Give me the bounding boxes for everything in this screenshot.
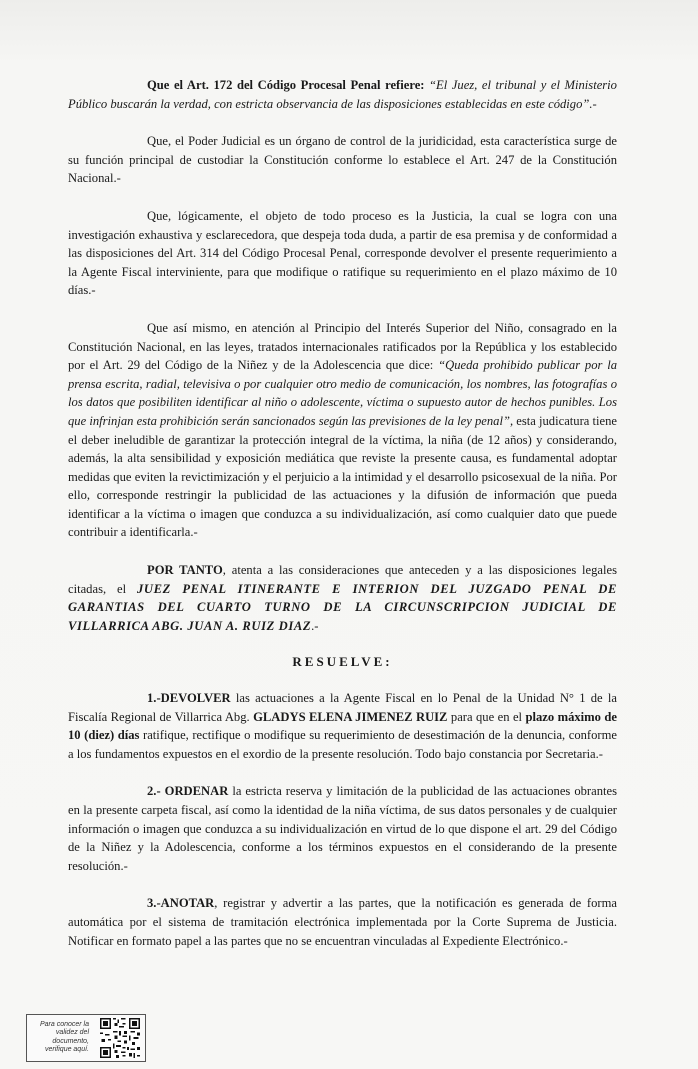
- resolution-item-2: 2.- ORDENAR la estricta reserva y limitación de la publicidad de las actuaciones obrantes en la presente carpeta fiscal, así como la identidad de la niña víctima, de sus datos personales y de cualquier información o imagen que conduzca a su individualización en virtud de lo que dispone el art. 29 del Código de la Niñez y la Adolescencia, conforme a los términos expuestos en el considerando de la presente resolución.-: [68, 784, 617, 873]
- paragraph-por-tanto: POR TANTO, atenta a las consideraciones que anteceden y a las disposiciones legales citadas, el JUEZ PENAL ITINERANTE E INTERION DEL JUZGADO PENAL DE GARANTIAS DEL CUARTO TURNO DE LA CIRCUNSCRIPCION JUDICIAL DE VILLARRICA ABG. JUAN A. RUIZ DIAZ.-: [68, 563, 617, 633]
- verification-box[interactable]: [26, 1014, 146, 1062]
- quote-art-172: “El Juez, el tribunal y el Ministerio Público buscarán la verdad, con estricta observancia de las disposiciones establecidas en este código”.: [68, 78, 617, 111]
- resolution-item-3: 3.-ANOTAR, registrar y advertir a las partes, que la notificación es generada de forma automática por el sistema de tramitación electrónica implementada por la Corte Suprema de Justicia. Notificar en formato papel a las partes que no se encuentran vinculadas al Expediente Electrónico.-: [68, 896, 617, 948]
- judge-name: JUEZ PENAL ITINERANTE E INTERION DEL JUZGADO PENAL DE GARANTIAS DEL CUARTO TURNO DE LA CIRCUNSCRIPCION JUDICIAL DE VILLARRICA ABG. JUAN A. RUIZ DIAZ: [68, 581, 617, 633]
- resolution-item-1: 1.-DEVOLVER las actuaciones a la Agente Fiscal en lo Penal de la Unidad N° 1 de la Fiscalía Regional de Villarrica Abg. GLADYS ELENA JIMENEZ RUIZ para que en el plazo máximo de 10 (diez) días ratifique, rectifique o modifique su requerimiento de desestimación de la denuncia, conforme a los fundamentos expuestos en el exordio de la presente resolución. Todo bajo constancia por Secretaria.-: [68, 691, 617, 761]
- prosecutor-name: GLADYS ELENA JIMENEZ RUIZ: [253, 709, 448, 724]
- resolves-heading: RESUELVE:: [292, 654, 393, 670]
- verification-text: Para conocer la validez del documento, verifique aquí.: [39, 1021, 89, 1054]
- paragraph-lead: Que el Art. 172 del Código Procesal Penal refiere:: [147, 78, 425, 92]
- paragraph-justicia: Que, lógicamente, el objeto de todo proceso es la Justicia, la cual se logra con una investigación exhaustiva y esclarecedora, que despeja toda duda, a partir de esa premisa y de conformidad a las disposiciones del Art. 314 del Código Procesal Penal, corresponde devolver el presente requerimiento a la Agente Fiscal interviniente, para que modifique o ratifique su requerimiento en el plazo máximo de 10 días.-: [68, 208, 617, 298]
- paragraph-poder-judicial: Que, el Poder Judicial es un órgano de control de la juridicidad, esta característica surge de su función principal de custodiar la Constitución conforme lo establece el Art. 247 de la Constitución Nacional.-: [68, 134, 617, 186]
- paragraph-interes-superior: Que así mismo, en atención al Principio del Interés Superior del Niño, consagrado en la Constitución Nacional, en las leyes, tratados internacionales ratificados por la República y los establecido por el Art. 29 del Código de la Niñez y de la Adolescencia que dice: “Queda prohibido publicar por la prensa escrita, radial, televisiva o por cualquier otro medio de comunicación, los nombres, las fotografías o los datos que posibiliten identificar al niño o adolescente, víctima o supuesto autor de hechos punibles. Los que infrinjan esta prohibición serán sancionados según las previsiones de la ley penal”, esta judicatura tiene el deber ineludible de garantizar la protección integral de la víctima, la niña (de 12 años) y considerando, además, la alta sensibilidad y exposición mediática que reviste la presente causa, es fundamental adoptar medidas que eviten la revictimización y el perjuicio a la intimidad y el desarrollo psicosexual de la niña. Por ello, corresponde restringir la publicidad de las actuaciones y la difusión de información que pueda identificar a la víctima o imagen que conduzca a su individualización, así como cualquier dato que puede contribuir a identificarla.-: [68, 320, 617, 540]
- paragraph-art-172: Que el Art. 172 del Código Procesal Penal refiere: “El Juez, el tribunal y el Ministerio Público buscarán la verdad, con estricta observancia de las disposiciones establecidas en este código”.-: [68, 78, 617, 111]
- qr-code-icon[interactable]: [100, 1018, 140, 1058]
- quote-art-29: “Queda prohibido publicar por la prensa escrita, radial, televisiva o por cualquier otro medio de comunicación, los nombres, las fotografías o los datos que posibiliten identificar al niño o adolescente, víctima o supuesto autor de hechos punibles. Los que infrinjan esta prohibición serán sancionados según las previsiones de la ley penal”,: [68, 358, 617, 428]
- document-body: [68, 76, 617, 969]
